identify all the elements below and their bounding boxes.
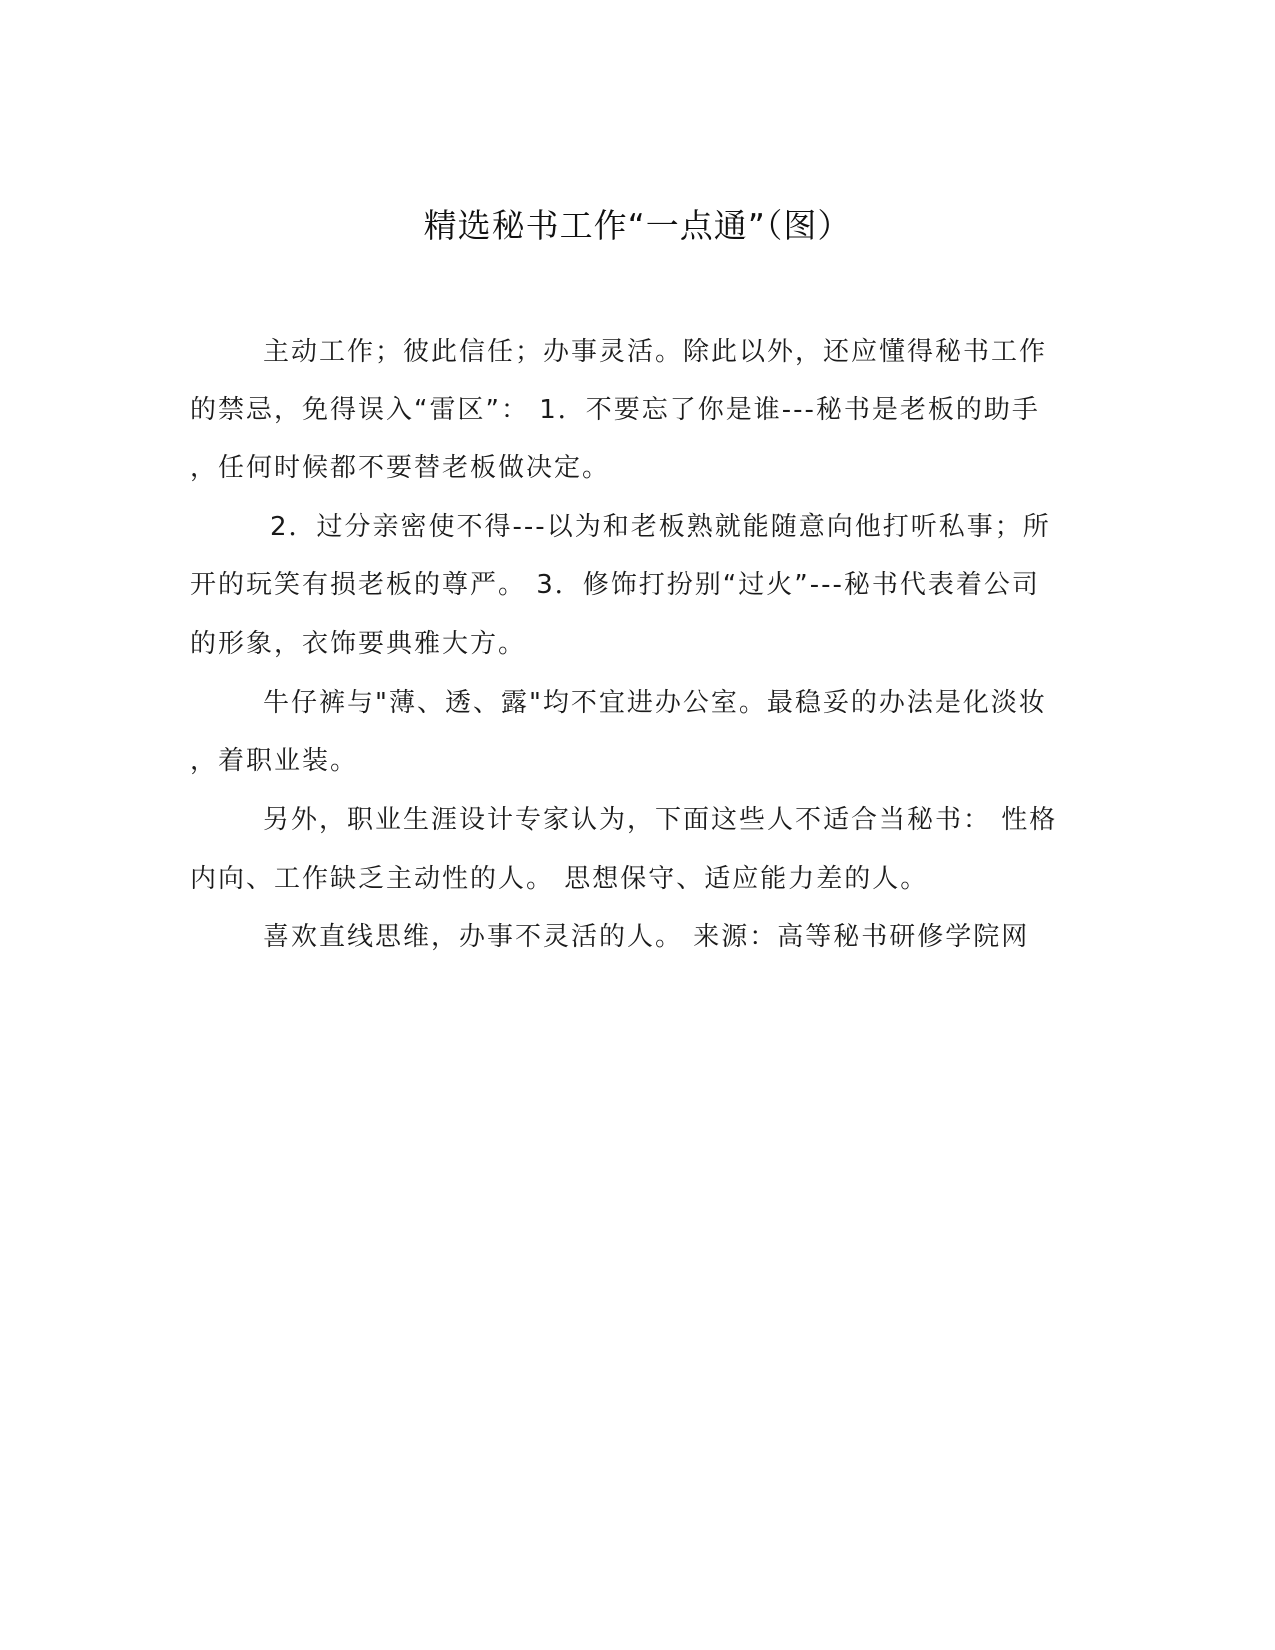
paragraph-line: ，着职业装。	[190, 746, 359, 776]
document-title: 精选秘书工作“一点通”（图）	[423, 206, 852, 245]
paragraph-line: 内向、工作缺乏主动性的人。 思想保守、适应能力差的人。	[190, 864, 929, 894]
paragraph-line: 主动工作；彼此信任；办事灵活。除此以外，还应懂得秘书工作	[263, 337, 1048, 367]
paragraph-line: 的禁忌，免得误入“雷区”： 1．不要忘了你是谁---秘书是老板的助手	[190, 395, 1040, 425]
paragraph-line: 牛仔裤与"薄、透、露"均不宜进办公室。最稳妥的办法是化淡妆	[263, 688, 1047, 718]
paragraph-line: ，任何时候都不要替老板做决定。	[190, 453, 611, 483]
paragraph-line: 的形象，衣饰要典雅大方。	[190, 629, 527, 659]
paragraph-line: 2．过分亲密使不得---以为和老板熟就能随意向他打听私事；所	[270, 512, 1051, 542]
paragraph-line: 喜欢直线思维，办事不灵活的人。 来源：高等秘书研修学院网	[263, 922, 1030, 952]
paragraph-line: 另外，职业生涯设计专家认为，下面这些人不适合当秘书： 性格	[263, 805, 1058, 835]
paragraph-line: 开的玩笑有损老板的尊严。 3．修饰打扮别“过火”---秘书代表着公司	[190, 570, 1040, 600]
